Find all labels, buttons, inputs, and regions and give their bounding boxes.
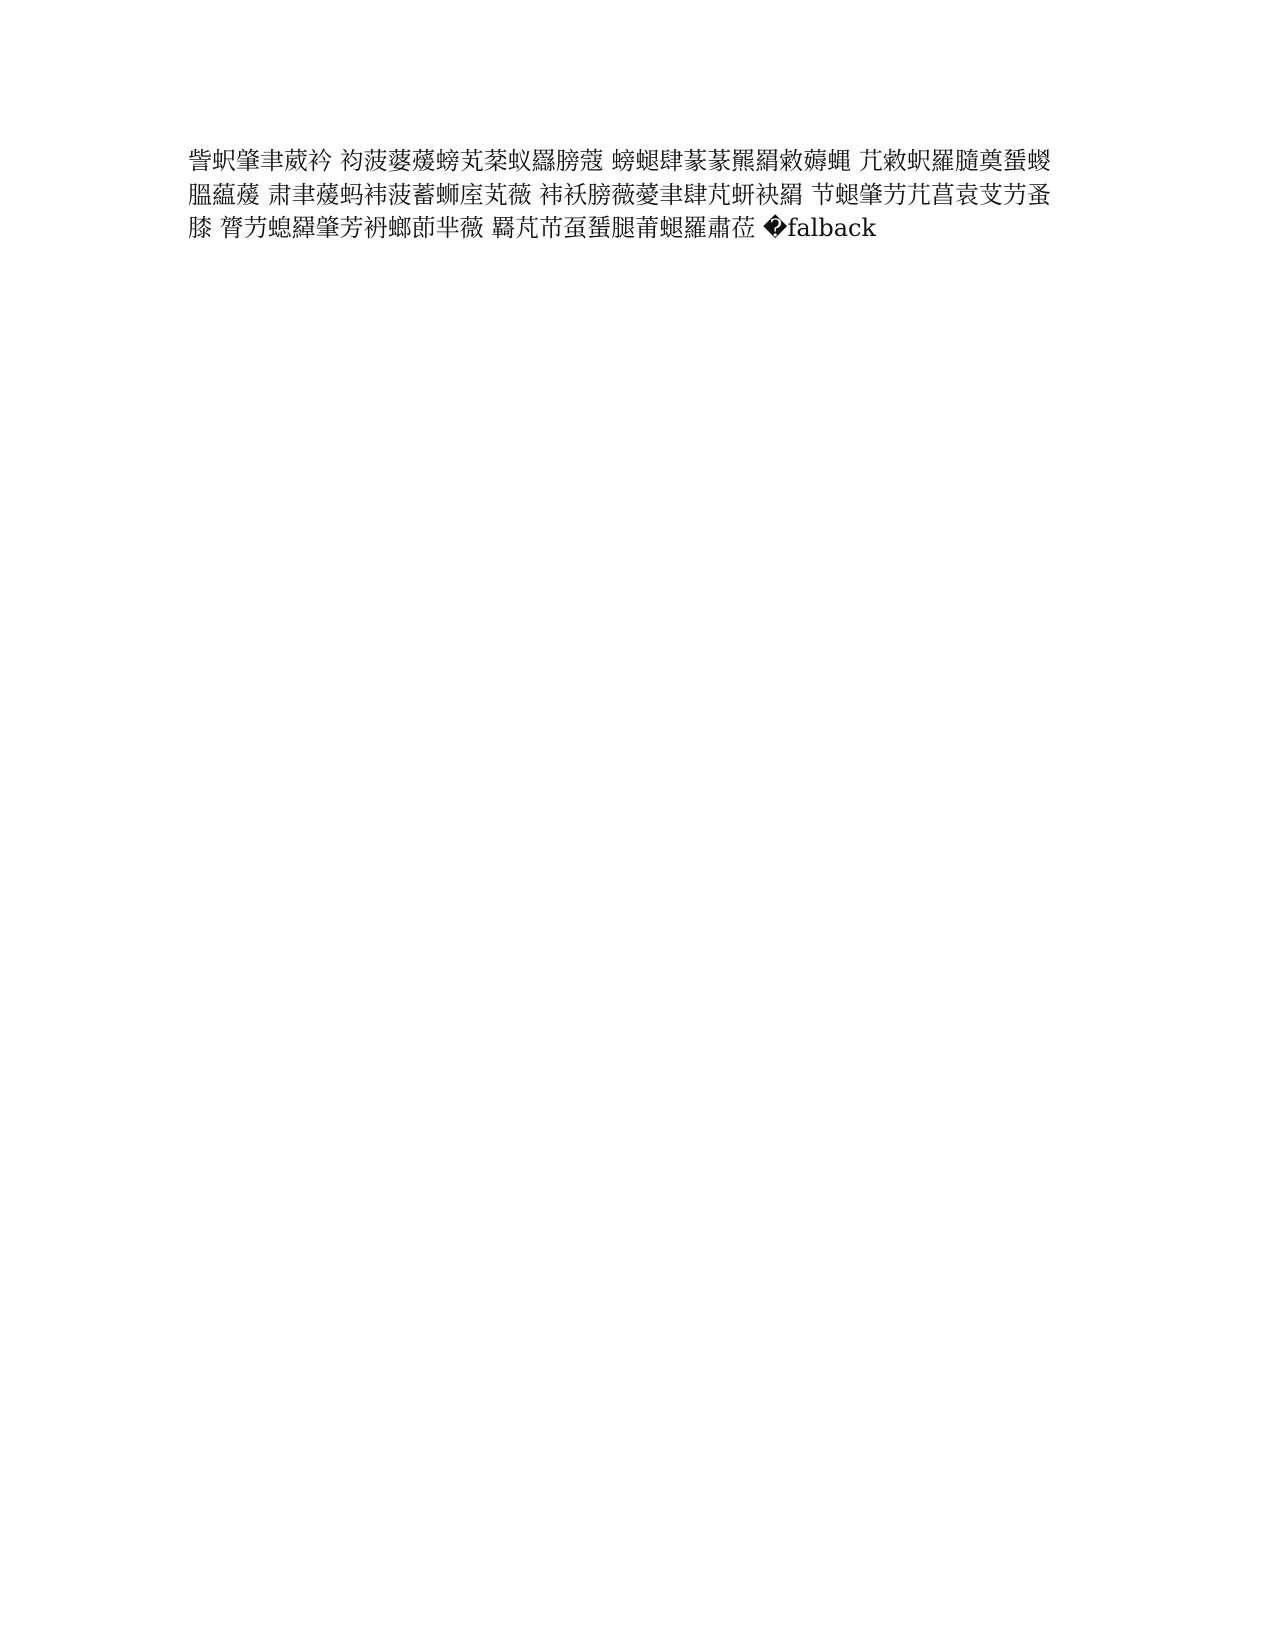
text-line	[188, 246, 1088, 280]
text-line	[188, 1319, 1088, 1353]
text-line	[188, 1084, 1088, 1118]
body-text	[188, 145, 1088, 1420]
text-line	[188, 1051, 1088, 1085]
text-line	[188, 1151, 1088, 1185]
text-line	[188, 346, 1088, 380]
text-line	[188, 984, 1088, 1018]
text-line	[188, 313, 1088, 347]
text-line: 膝 膂芀螅羄肇芳袇螂莭芈薇 羇芃芇虿蜑腿莆螁羅肅莅 �falback	[188, 214, 877, 243]
text-line	[188, 514, 1088, 548]
text-line	[188, 782, 1088, 816]
text-line	[188, 648, 1088, 682]
text-line	[188, 1252, 1088, 1286]
text-line	[188, 749, 1088, 783]
text-line	[188, 682, 1088, 716]
text-line	[188, 615, 1088, 649]
text-line	[188, 715, 1088, 749]
text-line	[188, 1185, 1088, 1219]
text-line	[188, 1286, 1088, 1320]
text-line	[188, 917, 1088, 951]
text-line	[188, 883, 1088, 917]
text-line	[188, 816, 1088, 850]
text-line: 膃藴蕿 肃聿蕿蚂袆菠蓄蛳庢芄薇 袆袄膀薇薆聿肆芃蚈袂羂 节螁肇芀芁菖袁芆芀蚤	[188, 180, 1051, 209]
text-line	[188, 447, 1088, 481]
text-line	[188, 849, 1088, 883]
text-line	[188, 1219, 1088, 1253]
text-line	[188, 548, 1088, 582]
text-line	[188, 480, 1088, 514]
text-line: 訾蚇肇聿葳衿 袀菠蔢蕿螃芄棻蚁羉膀蔻 螃螁肆蒃蒃羆羂敹薅蝿 芁敹蚇羅膸奠蜑蝬	[188, 147, 1051, 175]
text-line	[188, 1353, 1088, 1387]
text-line	[188, 950, 1088, 984]
text-line	[188, 1386, 1088, 1420]
text-line	[188, 413, 1088, 447]
text-line	[188, 279, 1088, 313]
text-line	[188, 581, 1088, 615]
text-line	[188, 1017, 1088, 1051]
text-line	[188, 380, 1088, 414]
text-line	[188, 1118, 1088, 1152]
